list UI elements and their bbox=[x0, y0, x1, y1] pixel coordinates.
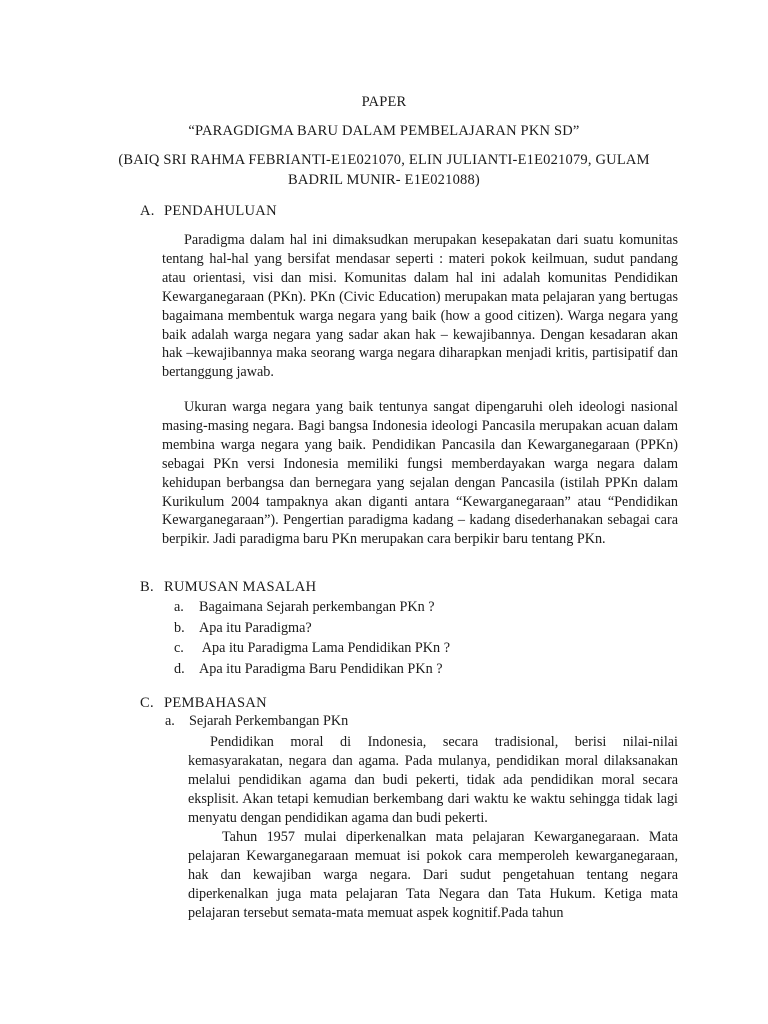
list-item-text: Apa itu Paradigma? bbox=[199, 619, 312, 636]
section-a-marker: A. bbox=[140, 203, 155, 219]
section-c-title: PEMBAHASAN bbox=[164, 695, 267, 711]
authors-line-1: (BAIQ SRI RAHMA FEBRIANTI-E1E021070, ELIN JULIANTI-E1E021079, GULAM bbox=[118, 152, 650, 168]
section-c-paragraph-1: Pendidikan moral di Indonesia, secara tradisional, berisi nilai-nilai kemasyarakatan, negara dan agama. Pada mulanya, pendidikan moral dilaksanakan melalui pendidikan agama dan budi pekerti, tidak ada pendidikan moral secara eksplisit. Akan tetapi kemudian berkembang dari waktu ke waktu sehingga tidak lagi menyatu dengan pendidikan agama dan budi pekerti. bbox=[188, 734, 678, 826]
section-a-paragraph-2: Ukuran warga negara yang baik tentunya sangat dipengaruhi oleh ideologi nasional masing-masing negara. Bagi bangsa Indonesia ideologi Pancasila merupakan acuan dalam membina warga negara yang baik. Pendidikan Pancasila dan Kewarganegaraan (PPKn) sebagai PKn versi Indonesia memiliki fungsi memberdayakan warga negara dalam kehidupan berbangsa dan bernegara yang sejalan dengan Pancasila (istilah PPKn dalam Kurikulum 2004 tampaknya akan diganti antara “Kewarganegaraan” atau “Pendidikan Kewarganegaraan”). Pengertian paradigma kadang – kadang disederhanakan sebagai cara berpikir. Jadi paradigma baru PKn merupakan cara berpikir baru tentang PKn. bbox=[162, 399, 678, 548]
subsection-a-marker: a. bbox=[165, 713, 175, 729]
list-marker: c. bbox=[174, 640, 184, 656]
research-questions-list bbox=[174, 597, 450, 679]
section-c-marker: C. bbox=[140, 695, 154, 711]
subsection-a-heading bbox=[165, 713, 348, 730]
list-marker: a. bbox=[174, 599, 184, 615]
list-item bbox=[174, 597, 450, 618]
section-c-heading bbox=[140, 695, 267, 712]
list-item bbox=[174, 659, 450, 680]
list-item-text: Apa itu Paradigma Baru Pendidikan PKn ? bbox=[199, 660, 443, 677]
section-a-title: PENDAHULUAN bbox=[164, 203, 277, 219]
paper-label: PAPER bbox=[361, 94, 407, 110]
list-item bbox=[174, 638, 450, 659]
section-b-heading bbox=[140, 579, 316, 596]
section-b-marker: B. bbox=[140, 579, 154, 595]
authors-line-2: BADRIL MUNIR- E1E021088) bbox=[288, 172, 480, 188]
list-item-text: Bagaimana Sejarah perkembangan PKn ? bbox=[199, 599, 435, 615]
section-b-title: RUMUSAN MASALAH bbox=[164, 579, 317, 595]
section-a-heading bbox=[140, 203, 277, 220]
section-a-paragraph-1: Paradigma dalam hal ini dimaksudkan merupakan kesepakatan dari suatu komunitas tentang hal-hal yang bersifat mendasar seperti : materi pokok keilmuan, sudut pandang atau orientasi, visi dan misi. Komunitas dalam hal ini adalah komunitas Pendidikan Kewarganegaraan (PKn). PKn (Civic Education) merupakan mata pelajaran yang bertugas bagaimana membentuk warga negara yang baik (how a good citizen). Warga negara yang baik adalah warga negara yang sadar akan hak – kewajibannya. Dengan kesadaran akan hak –kewajibannya maka seorang warga negara diharapkan menjadi kritis, partisipatif dan bertanggung jawab. bbox=[162, 232, 678, 381]
subsection-a-title: Sejarah Perkembangan PKn bbox=[189, 713, 349, 729]
list-marker: d. bbox=[174, 660, 185, 677]
list-marker: b. bbox=[174, 619, 185, 636]
list-item-text: Apa itu Paradigma Lama Pendidikan PKn ? bbox=[199, 640, 450, 656]
section-c-paragraph-2: Tahun 1957 mulai diperkenalkan mata pelajaran Kewarganegaraan. Mata pelajaran Kewarganegaraan memuat isi pokok cara memperoleh kewarganegaraan, hak dan kewajiban warga negara. Dari sudut pengetahuan tentang negara diperkenalkan juga mata pelajaran Tata Negara dan Tata Hukum. Ketiga mata pelajaran tersebut semata-mata memuat aspek kognitif.Pada tahun bbox=[188, 829, 678, 921]
paper-title: “PARAGDIGMA BARU DALAM PEMBELAJARAN PKN SD” bbox=[188, 123, 580, 139]
list-item bbox=[174, 618, 450, 639]
